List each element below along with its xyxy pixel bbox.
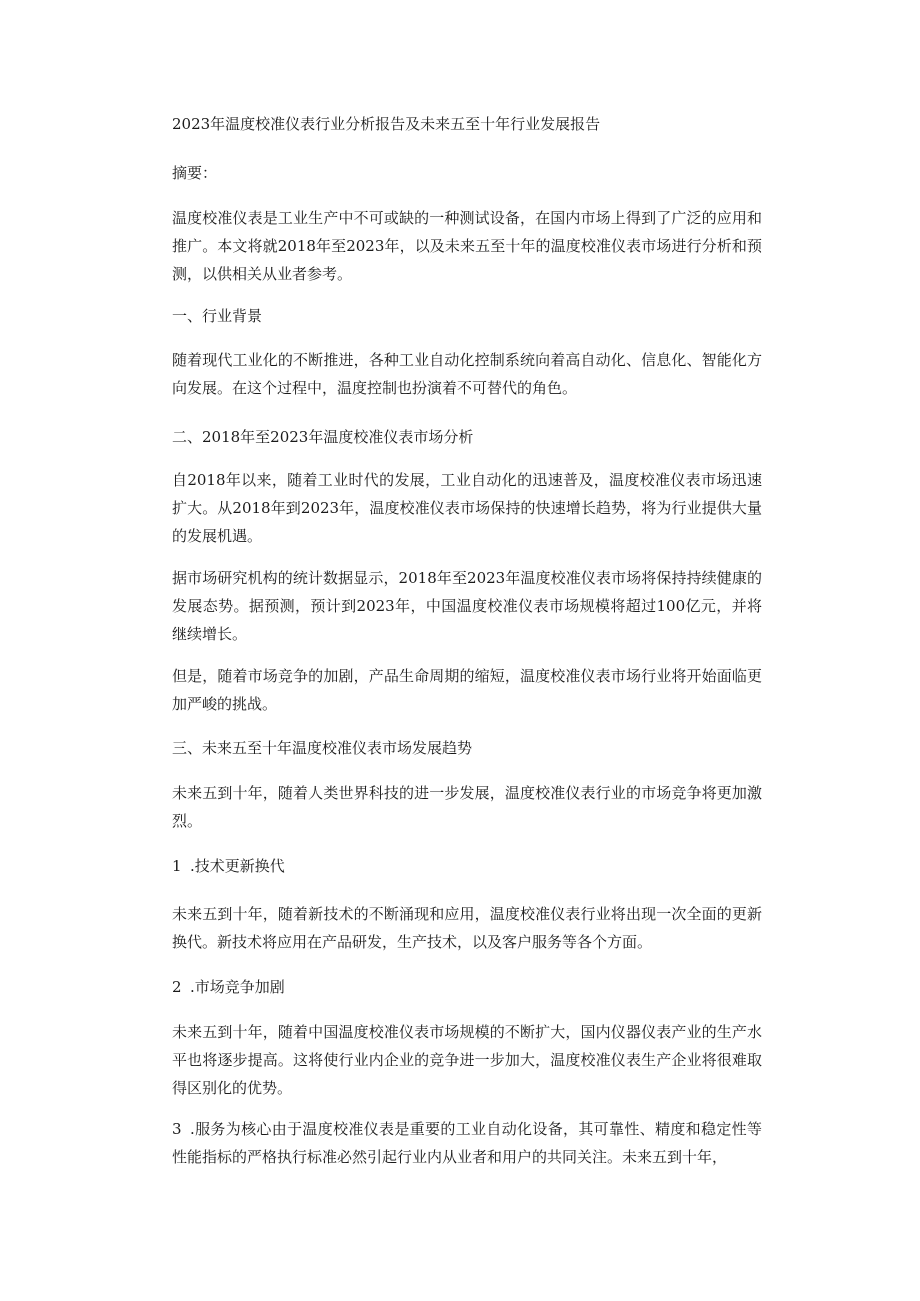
section2-paragraph-3: 但是，随着市场竞争的加剧，产品生命周期的缩短，温度校准仪表市场行业将开始面临更加严峻的挑战。 bbox=[172, 667, 762, 713]
intro-paragraph: 温度校准仪表是工业生产中不可或缺的一种测试设备，在国内市场上得到了广泛的应用和推广。本文将就2018年至2023年，以及未来五至十年的温度校准仪表市场进行分析和预测，以供相关从业者参考。 bbox=[172, 209, 762, 283]
document-title: 2023年温度校准仪表行业分析报告及未来五至十年行业发展报告 bbox=[172, 115, 601, 133]
section3-paragraph: 未来五到十年，随着人类世界科技的进一步发展，温度校准仪表行业的市场竞争将更加激烈。 bbox=[172, 784, 762, 830]
section2-paragraph-2: 据市场研究机构的统计数据显示，2018年至2023年温度校准仪表市场将保持持续健康的发展态势。据预测，预计到2023年，中国温度校准仪表市场规模将超过100亿元，并将继续增长。 bbox=[172, 569, 762, 643]
section1-paragraph: 随着现代工业化的不断推进，各种工业自动化控制系统向着高自动化、信息化、智能化方向发展。在这个过程中，温度控制也扮演着不可替代的角色。 bbox=[172, 351, 762, 397]
section2-heading: 二、2018年至2023年温度校准仪表市场分析 bbox=[172, 428, 474, 446]
subsection-1-number: 1 bbox=[172, 857, 182, 875]
section2-paragraph-1: 自2018年以来，随着工业时代的发展，工业自动化的迅速普及，温度校准仪表市场迅速扩大。从2018年到2023年，温度校准仪表市场保持的快速增长趋势，将为行业提供大量的发展机遇。 bbox=[172, 471, 762, 545]
subsection-2-heading bbox=[172, 973, 762, 1001]
abstract-label: 摘要： bbox=[172, 164, 218, 182]
section3-heading: 三、未来五至十年温度校准仪表市场发展趋势 bbox=[172, 739, 473, 757]
subsection-1-paragraph: 未来五到十年，随着新技术的不断涌现和应用，温度校准仪表行业将出现一次全面的更新换代。新技术将应用在产品研发，生产技术，以及客户服务等各个方面。 bbox=[172, 905, 762, 951]
subsection-2-title: .市场竞争加剧 bbox=[190, 978, 285, 996]
section1-heading: 一、行业背景 bbox=[172, 307, 263, 325]
subsection-2-number: 2 bbox=[172, 978, 182, 996]
subsection-3-text: .服务为核心由于温度校准仪表是重要的工业自动化设备，其可靠性、精度和稳定性等性能指标的严格执行标准必然引起行业内从业者和用户的共同关注。未来五到十年， bbox=[172, 1120, 762, 1166]
subsection-3-number: 3 bbox=[172, 1120, 182, 1138]
subsection-2-paragraph: 未来五到十年，随着中国温度校准仪表市场规模的不断扩大，国内仪器仪表产业的生产水平也将逐步提高。这将使行业内企业的竞争进一步加大，温度校准仪表生产企业将很难取得区别化的优势。 bbox=[172, 1023, 762, 1097]
subsection-1-title: .技术更新换代 bbox=[190, 857, 285, 875]
subsection-3-paragraph bbox=[172, 1115, 762, 1171]
subsection-1-heading bbox=[172, 852, 762, 880]
